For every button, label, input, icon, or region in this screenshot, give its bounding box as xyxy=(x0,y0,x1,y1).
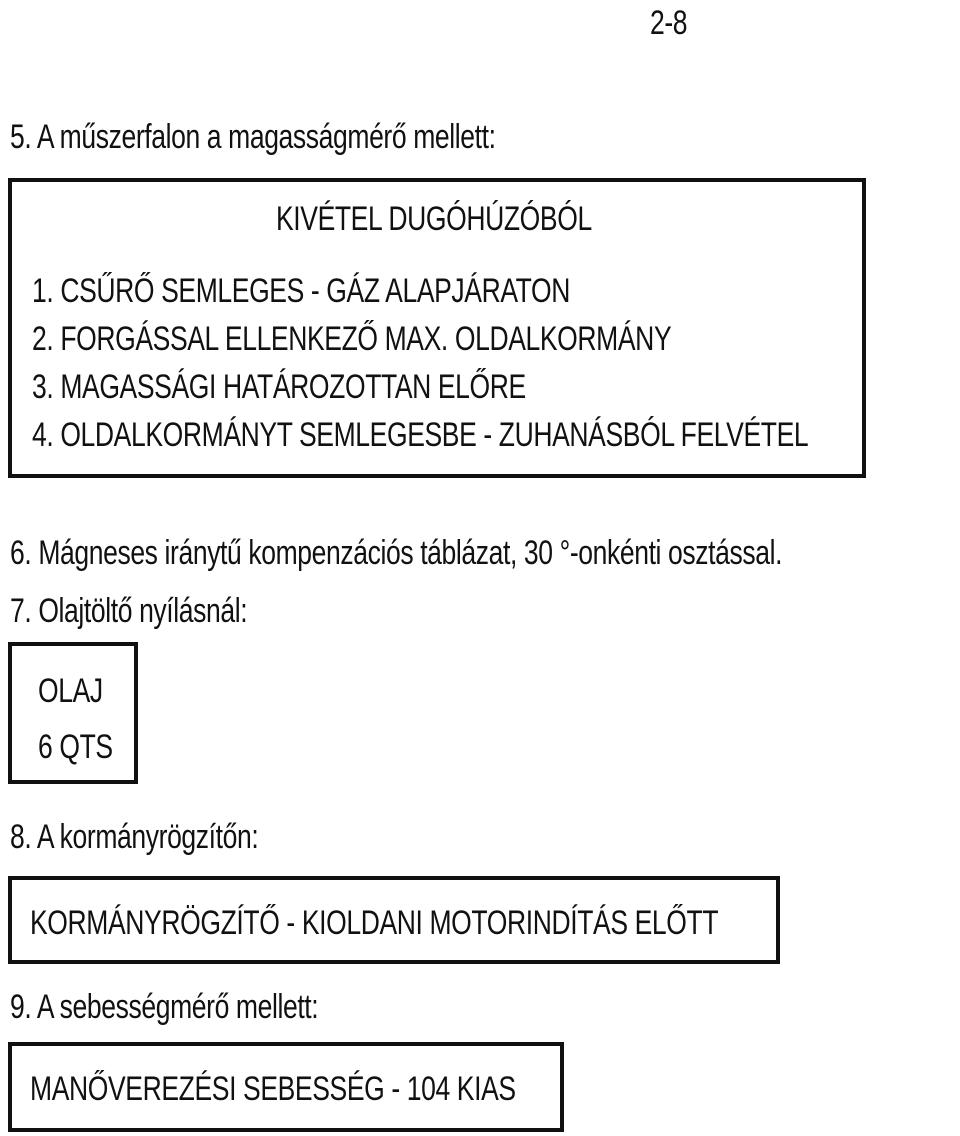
placard-text: MANŐVEREZÉSI SEBESSÉG - 104 KIAS xyxy=(30,1070,516,1108)
placard-line: 6 QTS xyxy=(38,728,113,766)
placard-line: 3. MAGASSÁGI HATÁROZOTTAN ELŐRE xyxy=(32,368,526,406)
item-8-label: 8. A kormányrögzítőn: xyxy=(10,818,259,856)
placard-line: 1. CSŰRŐ SEMLEGES - GÁZ ALAPJÁRATON xyxy=(32,272,571,310)
placard-line: OLAJ xyxy=(38,672,103,710)
control-lock-placard xyxy=(8,876,780,964)
item-7-label: 7. Olajtöltő nyílásnál: xyxy=(10,592,248,630)
placard-line: 4. OLDALKORMÁNYT SEMLEGESBE - ZUHANÁSBÓL FELVÉTEL xyxy=(32,416,809,454)
oil-placard xyxy=(8,642,138,784)
page-number: 2-8 xyxy=(650,4,688,42)
placard-line: 2. FORGÁSSAL ELLENKEZŐ MAX. OLDALKORMÁNY xyxy=(32,320,672,358)
spin-recovery-placard xyxy=(8,178,866,478)
placard-text: KORMÁNYRÖGZÍTŐ - KIOLDANI MOTORINDÍTÁS ELŐTT xyxy=(30,904,719,942)
item-9-label: 9. A sebességmérő mellett: xyxy=(10,988,319,1026)
item-6-label: 6. Mágneses iránytű kompenzációs táblázat, 30 °-onkénti osztással. xyxy=(10,534,783,572)
item-5-label: 5. A műszerfalon a magasságmérő mellett: xyxy=(10,118,496,156)
maneuvering-speed-placard xyxy=(8,1042,564,1132)
placard-title: KIVÉTEL DUGÓHÚZÓBÓL xyxy=(276,200,592,238)
